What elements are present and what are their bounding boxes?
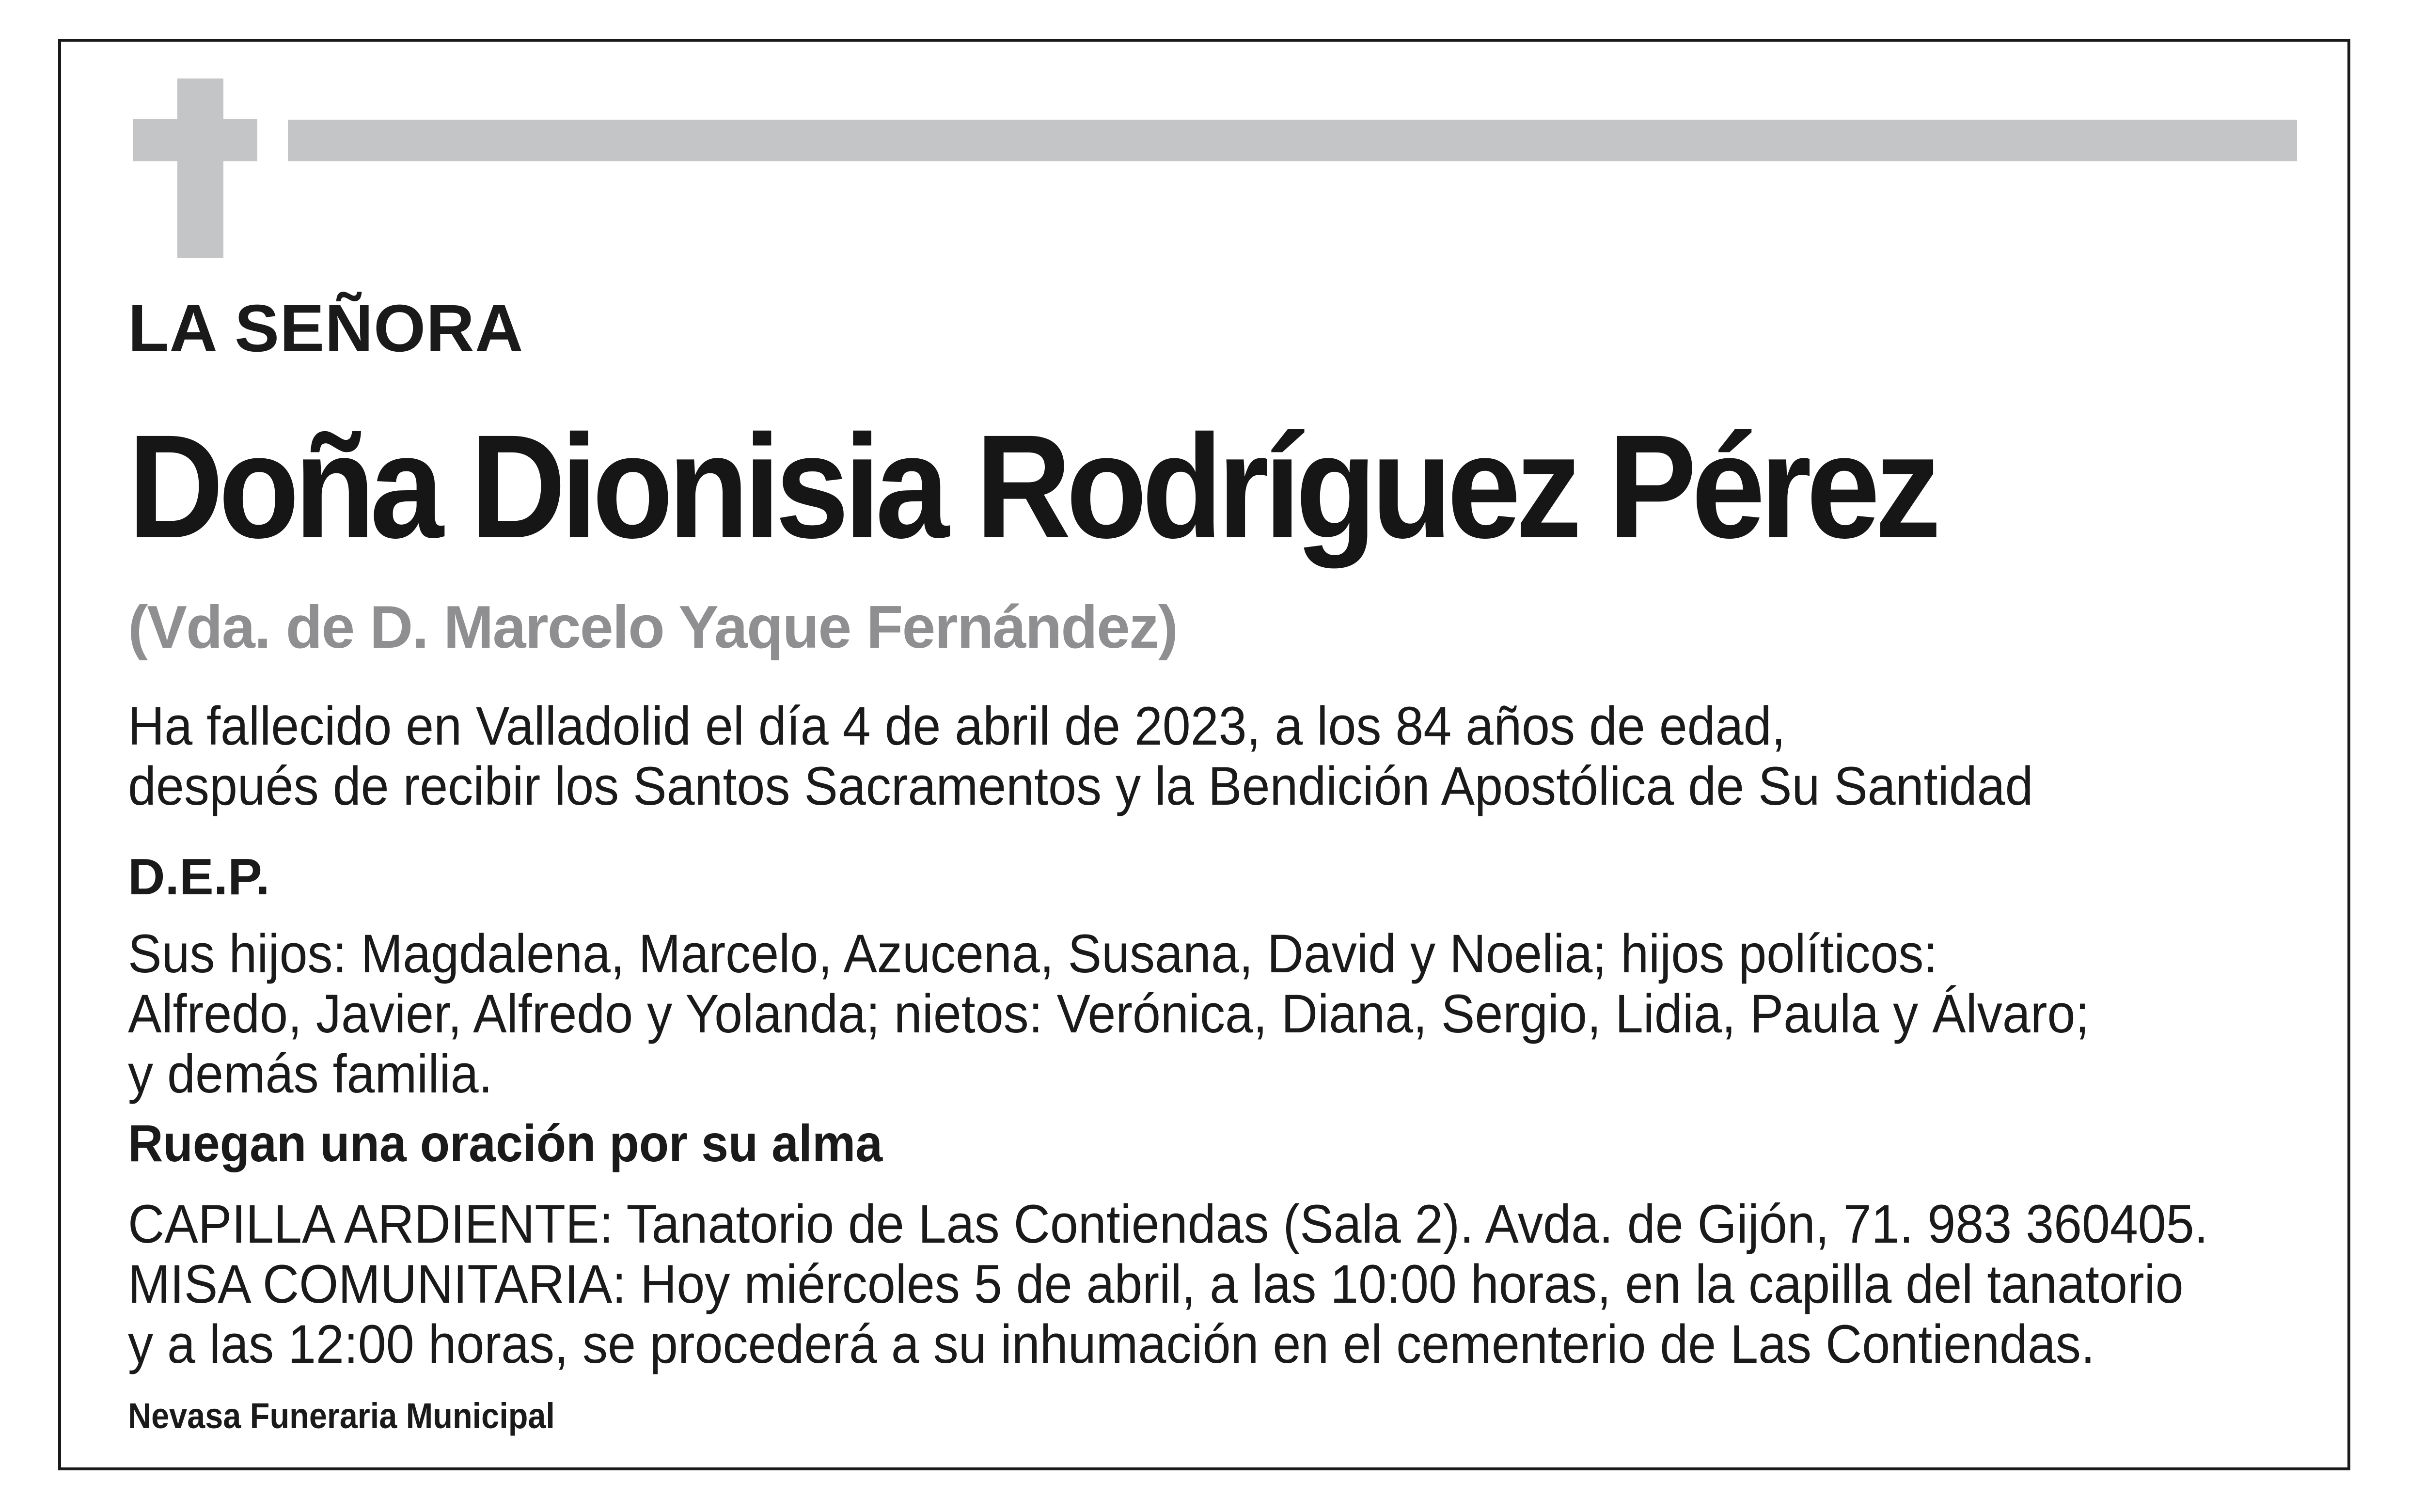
passing-announcement [128, 696, 2033, 816]
family-line: y demás familia. [128, 1044, 493, 1104]
cross-vertical-bar [177, 78, 223, 258]
passing-line: Ha fallecido en Valladolid el día 4 de abril de 2023, a los 84 años de edad, [128, 696, 1786, 756]
passing-line: después de recibir los Santos Sacramentos y la Bendición Apostólica de Su Santidad [128, 756, 2033, 816]
widow-of: (Vda. de D. Marcelo Yaque Fernández) [128, 594, 1178, 661]
service-line: CAPILLA ARDIENTE: Tanatorio de Las Contiendas (Sala 2). Avda. de Gijón, 71. 983 360405. [128, 1194, 2208, 1254]
header-rule [288, 120, 2297, 161]
family-list [128, 924, 2089, 1104]
funeral-home: Nevasa Funeraria Municipal [128, 1396, 555, 1436]
deceased-name: Doña Dionisia Rodríguez Pérez [128, 405, 1936, 569]
family-line: Sus hijos: Magdalena, Marcelo, Azucena, Susana, David y Noelia; hijos políticos: [128, 923, 1938, 984]
honorific: LA SEÑORA [128, 291, 524, 366]
prayer-request: Ruegan una oración por su alma [128, 1114, 883, 1172]
service-details [128, 1194, 2208, 1374]
dep-label: D.E.P. [128, 848, 270, 905]
cross-horizontal-bar [133, 119, 257, 161]
service-line: MISA COMUNITARIA: Hoy miércoles 5 de abril, a las 10:00 horas, en la capilla del tanatorio [128, 1254, 2184, 1314]
service-line: y a las 12:00 horas, se procederá a su inhumación en el cementerio de Las Contiendas. [128, 1314, 2095, 1374]
family-line: Alfredo, Javier, Alfredo y Yolanda; nietos: Verónica, Diana, Sergio, Lidia, Paula y Álvaro; [128, 983, 2090, 1044]
